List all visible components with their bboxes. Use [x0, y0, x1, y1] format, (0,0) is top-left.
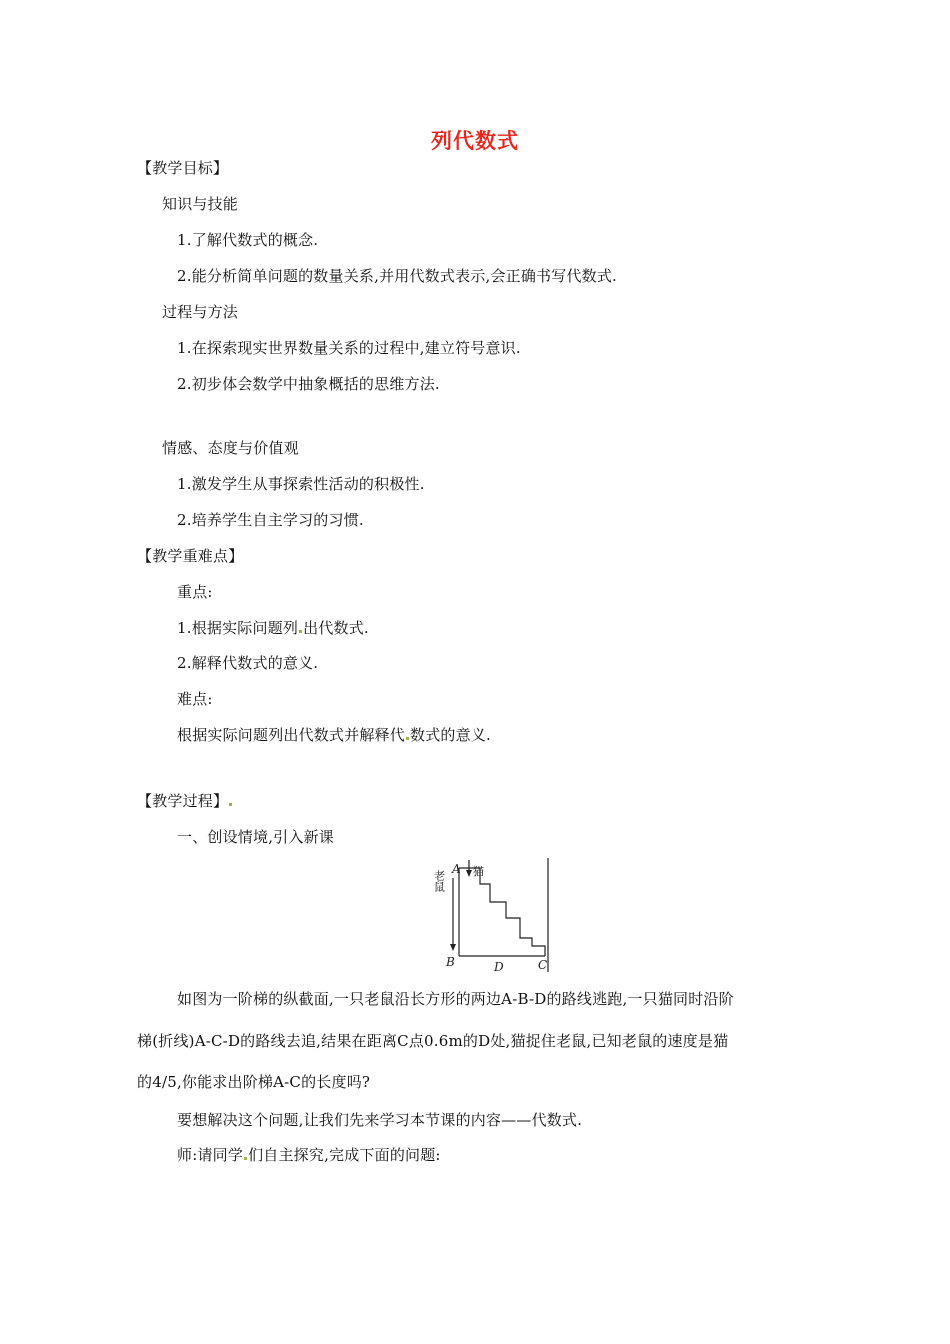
key-item-1: 1.根据实际问题列 出代数式.: [177, 619, 369, 637]
knowledge-item-2: 2.能分析简单问题的数量关系,并用代数式表示,会正确书写代数式.: [177, 267, 618, 285]
problem-line-1: 如图为一阶梯的纵截面,一只老鼠沿长方形的两边A-B-D的路线逃跑,一只猫同时沿阶: [177, 990, 734, 1008]
label-c: C: [538, 958, 548, 972]
process-item-1: 1.在探索现实世界数量关系的过程中,建立符号意识.: [177, 339, 521, 357]
process-heading: 【教学过程】: [137, 791, 233, 811]
process-label: 过程与方法: [162, 303, 239, 321]
keypoints-heading: 【教学重难点】: [137, 547, 244, 565]
page-title: 列代数式: [431, 129, 519, 153]
knowledge-label: 知识与技能: [162, 195, 239, 213]
knowledge-item-1: 1.了解代数式的概念.: [177, 231, 319, 249]
emotion-item-2: 2.培养学生自主学习的习惯.: [177, 511, 364, 529]
teacher-line: 师:请同学 们自主探究,完成下面的问题:: [177, 1146, 441, 1164]
label-d: D: [494, 960, 504, 974]
part1-heading: 一、创设情境,引入新课: [177, 828, 334, 846]
label-b: B: [446, 955, 455, 969]
problem-line-3: 的4/5,你能求出阶梯A-C的长度吗?: [137, 1073, 371, 1091]
staircase-path: [459, 868, 545, 956]
emotion-item-1: 1.激发学生从事探索性活动的积极性.: [177, 475, 425, 493]
staircase-figure: [420, 856, 555, 976]
emotion-label: 情感、态度与价值观: [162, 439, 299, 457]
stray-mark: [406, 737, 409, 740]
difficult-label: 难点:: [177, 690, 213, 708]
stray-mark: [229, 803, 232, 806]
process-item-2: 2.初步体会数学中抽象概括的思维方法.: [177, 375, 440, 393]
stray-mark: [244, 1157, 247, 1160]
key-item-2: 2.解释代数式的意义.: [177, 654, 319, 672]
difficult-text: 根据实际问题列出代数式并解释代 数式的意义.: [177, 726, 491, 744]
mouse-arrow-head: [450, 944, 456, 951]
objectives-heading: 【教学目标】: [137, 159, 229, 177]
label-mouse: 老鼠: [432, 870, 446, 892]
problem-line-2: 梯(折线)A-C-D的路线去追,结果在距离C点0.6m的D处,猫捉住老鼠,已知老鼠的速度是猫: [137, 1032, 729, 1050]
intro-line: 要想解决这个问题,让我们先来学习本节课的内容——代数式.: [177, 1111, 583, 1129]
label-cat: 猫: [473, 865, 484, 878]
key-label: 重点:: [177, 583, 213, 601]
stray-mark: [299, 630, 302, 633]
cat-arrow-head: [466, 870, 472, 877]
label-a: A: [452, 862, 461, 876]
